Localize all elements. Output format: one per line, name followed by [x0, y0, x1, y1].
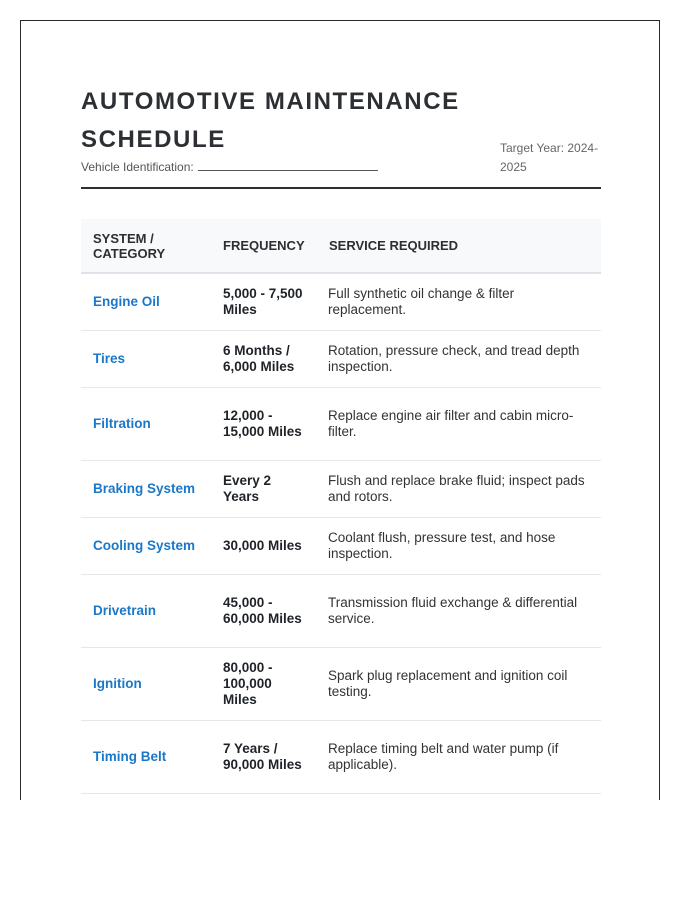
- table-row: [81, 273, 601, 330]
- service-cell: Spark plug replacement and ignition coil testing.: [316, 647, 601, 720]
- category-cell: Braking System: [81, 460, 210, 517]
- category-cell: Ignition: [81, 647, 210, 720]
- service-cell: Full synthetic oil change & filter replacement.: [316, 273, 601, 330]
- column-header-service-required: SERVICE REQUIRED: [316, 219, 601, 273]
- table-row: [81, 330, 601, 387]
- vehicle-identification: [81, 160, 378, 174]
- category-cell: Filtration: [81, 387, 210, 460]
- target-year: Target Year: 2024-2025: [500, 141, 599, 174]
- frequency-cell: Every 2 Years: [210, 460, 316, 517]
- table-row: [81, 574, 601, 647]
- frequency-cell: 80,000 - 100,000 Miles: [210, 647, 316, 720]
- column-header-system-category: SYSTEM / CATEGORY: [81, 219, 210, 273]
- table-header-row: [81, 219, 601, 273]
- service-cell: Replace timing belt and water pump (if applicable).: [316, 720, 601, 793]
- service-cell: Transmission fluid exchange & differential service.: [316, 574, 601, 647]
- frequency-cell: 6 Months / 6,000 Miles: [210, 330, 316, 387]
- frequency-cell: 12,000 - 15,000 Miles: [210, 387, 316, 460]
- table-row: [81, 517, 601, 574]
- category-cell: Tires: [81, 330, 210, 387]
- document-header: [81, 83, 601, 189]
- category-cell: Cooling System: [81, 517, 210, 574]
- document-page: [20, 20, 660, 800]
- table-row: [81, 720, 601, 793]
- column-header-frequency: FREQUENCY: [210, 219, 316, 273]
- table-row: [81, 460, 601, 517]
- vehicle-identification-blank-line: [198, 160, 378, 171]
- table-row: [81, 387, 601, 460]
- service-cell: Flush and replace brake fluid; inspect pads and rotors.: [316, 460, 601, 517]
- table-row: [81, 647, 601, 720]
- service-cell: Rotation, pressure check, and tread depth inspection.: [316, 330, 601, 387]
- category-cell: Drivetrain: [81, 574, 210, 647]
- category-cell: Engine Oil: [81, 273, 210, 330]
- frequency-cell: 45,000 - 60,000 Miles: [210, 574, 316, 647]
- service-cell: Coolant flush, pressure test, and hose inspection.: [316, 517, 601, 574]
- document-title: AUTOMOTIVE MAINTENANCE SCHEDULE: [81, 88, 460, 153]
- service-cell: Replace engine air filter and cabin micro-filter.: [316, 387, 601, 460]
- vehicle-identification-label: Vehicle Identification:: [81, 160, 194, 174]
- frequency-cell: 5,000 - 7,500 Miles: [210, 273, 316, 330]
- frequency-cell: 7 Years / 90,000 Miles: [210, 720, 316, 793]
- frequency-cell: 30,000 Miles: [210, 517, 316, 574]
- category-cell: Timing Belt: [81, 720, 210, 793]
- maintenance-schedule-table: [81, 219, 601, 794]
